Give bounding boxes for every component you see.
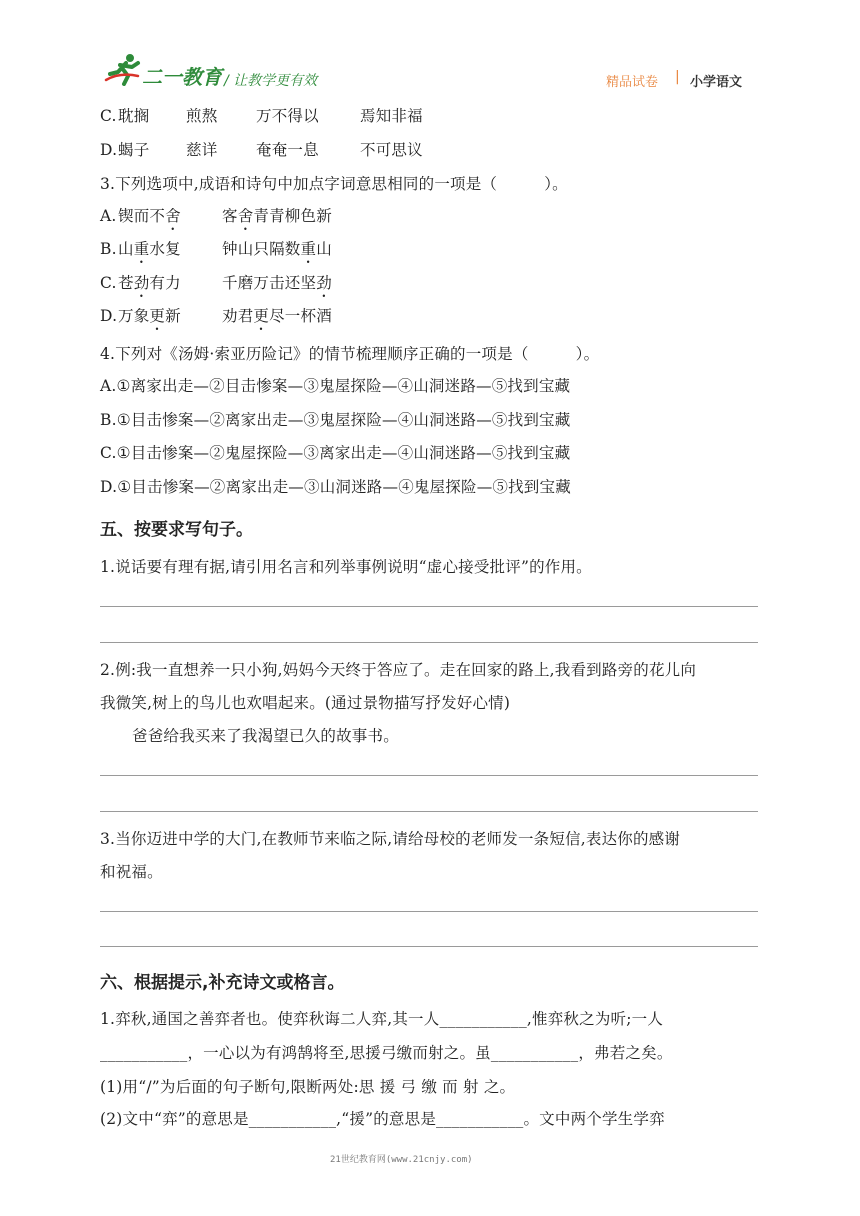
option-word: 耽搁 (118, 107, 150, 125)
q3-option-d (100, 306, 332, 334)
poem-line: 钟山只隔数重山 (222, 240, 332, 258)
option-label: D. (100, 307, 118, 325)
q4-option-b: B.①目击惨案—②离家出走—③鬼屋探险—④山洞迷路—⑤找到宝藏 (100, 411, 571, 429)
answer-line (100, 911, 758, 912)
option-word: 煎熬 (186, 107, 218, 125)
option-label: B. (100, 240, 117, 258)
option-word: 不可思议 (360, 141, 423, 159)
header-subject: 小学语文 (690, 75, 743, 90)
q2-option-d (100, 140, 423, 160)
q4-stem: 4.下列对《汤姆·索亚历险记》的情节梳理顺序正确的一项是（ ）。 (100, 345, 600, 363)
section5-q3-line1: 3.当你迈进中学的大门,在教师节来临之际,请给母校的老师发一条短信,表达你的感谢 (100, 830, 681, 848)
idiom: 万象更新 (118, 307, 181, 325)
q4-option-c: C.①目击惨案—②鬼屋探险—③离家出走—④山洞迷路—⑤找到宝藏 (100, 444, 571, 462)
option-label: C. (100, 274, 117, 292)
logo-text: 二一教育 (142, 65, 222, 89)
header-tag: 精品试卷 (606, 75, 659, 90)
poem-line: 千磨万击还坚劲 (222, 274, 332, 292)
answer-line (100, 946, 758, 947)
header-slogan: / 让教学更有效 (224, 73, 318, 89)
section5-q1: 1.说话要有理有据,请引用名言和列举事例说明“虚心接受批评”的作用。 (100, 558, 592, 576)
section5-q2-line2: 我微笑,树上的鸟儿也欢唱起来。(通过景物描写抒发好心情) (100, 694, 511, 712)
answer-line (100, 642, 758, 643)
section6-title: 六、根据提示,补充诗文或格言。 (100, 973, 345, 993)
option-word: 焉知非福 (360, 107, 423, 125)
option-word: 蝎子 (118, 141, 150, 159)
option-word: 万不得以 (256, 107, 319, 125)
section6-line2: ___________，一心以为有鸿鹄将至,思援弓缴而射之。虽___________，弗若之矣。 (100, 1044, 673, 1062)
poem-line: 客舍青青柳色新 (222, 207, 332, 225)
idiom: 锲而不舍 (118, 207, 181, 225)
option-label: A. (100, 207, 117, 225)
section6-line1: 1.弈秋,通国之善弈者也。使弈秋诲二人弈,其一人___________,惟弈秋之为听;一人 (100, 1010, 664, 1028)
answer-line (100, 606, 758, 607)
section5-q2-line3: 爸爸给我买来了我渴望已久的故事书。 (132, 727, 399, 745)
q3-option-b (100, 239, 332, 267)
q2-option-c (100, 106, 423, 126)
footer-source: 21世纪教育网(www.21cnjy.com) (330, 1155, 473, 1165)
q4-option-d: D.①目击惨案—②离家出走—③山洞迷路—④鬼屋探险—⑤找到宝藏 (100, 478, 571, 496)
section5-title: 五、按要求写句子。 (100, 520, 253, 540)
section5-q2-line1: 2.例:我一直想养一只小狗,妈妈今天终于答应了。走在回家的路上,我看到路旁的花儿向 (100, 661, 697, 679)
section6-line3: (1)用“/”为后面的句子断句,限断两处:思 援 弓 缴 而 射 之。 (100, 1078, 516, 1096)
header-separator: | (675, 69, 680, 85)
answer-line (100, 775, 758, 776)
section6-line4: (2)文中“弈”的意思是___________,“援”的意思是___________。文中两个学生学弈 (100, 1110, 665, 1128)
option-label: C. (100, 107, 117, 125)
idiom: 苍劲有力 (118, 274, 181, 292)
option-label: D. (100, 141, 118, 159)
poem-line: 劝君更尽一杯酒 (222, 307, 332, 325)
idiom: 山重水复 (118, 240, 181, 258)
q3-stem: 3.下列选项中,成语和诗句中加点字词意思相同的一项是（ ）。 (100, 175, 568, 193)
logo-runner-icon (104, 52, 142, 90)
q3-option-c (100, 273, 332, 301)
option-word: 慈详 (186, 141, 218, 159)
section5-q3-line2: 和祝福。 (100, 863, 163, 881)
q3-option-a (100, 206, 332, 234)
option-word: 奄奄一息 (256, 141, 319, 159)
q4-option-a: A.①离家出走—②目击惨案—③鬼屋探险—④山洞迷路—⑤找到宝藏 (100, 377, 571, 395)
answer-line (100, 811, 758, 812)
